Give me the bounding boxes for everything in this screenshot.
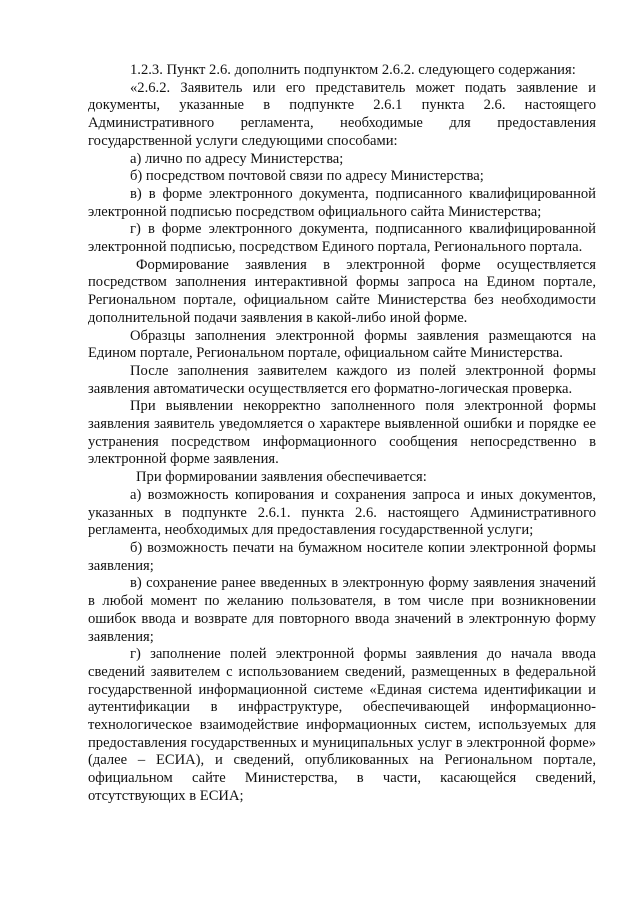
list-item-v-save: в) сохранение ранее введенных в электронную форму заявления значений в любой момент по желанию пользователя, в том числе при возникновении ошибок ввода и возврате для повторного ввода значений в электронную форму заявления;: [88, 575, 596, 645]
paragraph-2-6-2-intro: «2.6.2. Заявитель или его представитель может подать заявление и документы, указанные в подпункте 2.6.1 пункта 2.6. настоящего Административного регламента, необходимые для предоставления государственной услуги следующими способами:: [88, 79, 596, 149]
paragraph-error-notice: При выявлении некорректно заполненного поля электронной формы заявления заявитель уведомляется о характере выявленной ошибки и порядке ее устранения посредством информационного сообщения непосредственно в электронной форме заявления.: [88, 398, 596, 468]
list-item-v-website: в) в форме электронного документа, подписанного квалифицированной электронной подписью посредством официального сайта Министерства;: [88, 185, 596, 220]
paragraph-samples: Образцы заполнения электронной формы заявления размещаются на Едином портале, Региональном портале, официальном сайте Министерства.: [88, 327, 596, 362]
list-item-b-post: б) посредством почтовой связи по адресу Министерства;: [130, 168, 484, 185]
list-item-g-esia: г) заполнение полей электронной формы заявления до начала ввода сведений заявителем с использованием сведений, размещенных в федеральной государственной информационной системе «Единая система идентификации и аутентификации в инфраструктуре, обеспечивающей информационно-технологическое взаимодействие информационных систем, используемых для предоставления государственных и муниципальных услуг в электронной форме» (далее – ЕСИА), и сведений, опубликованных на Региональном портале, официальном сайте Министерства, в части, касающейся сведений, отсутствующих в ЕСИА;: [88, 646, 596, 804]
paragraph-format-check: После заполнения заявителем каждого из полей электронной формы заявления автоматически осуществляется его форматно-логическая проверка.: [88, 362, 596, 397]
list-item-a-copy: а) возможность копирования и сохранения запроса и иных документов, указанных в подпункте 2.6.1. пункта 2.6. настоящего Административного регламента, необходимых для предоставления государственной услуги;: [88, 486, 596, 539]
document-page: [88, 62, 596, 806]
paragraph-provided: При формировании заявления обеспечивается:: [136, 469, 427, 486]
paragraph-form-creation: Формирование заявления в электронной форме осуществляется посредством заполнения интерактивной формы запроса на Едином портале, Региональном портале, официальном сайте Министерства без необходимости дополнительной подачи заявления в какой-либо иной форме.: [88, 256, 596, 326]
list-item-g-portal: г) в форме электронного документа, подписанного квалифицированной электронной подписью, посредством Единого портала, Регионального портала.: [88, 221, 596, 256]
list-item-a-in-person: а) лично по адресу Министерства;: [130, 150, 344, 167]
list-item-b-print: б) возможность печати на бумажном носителе копии электронной формы заявления;: [88, 539, 596, 574]
paragraph-1-2-3: 1.2.3. Пункт 2.6. дополнить подпунктом 2.6.2. следующего содержания:: [130, 62, 576, 78]
